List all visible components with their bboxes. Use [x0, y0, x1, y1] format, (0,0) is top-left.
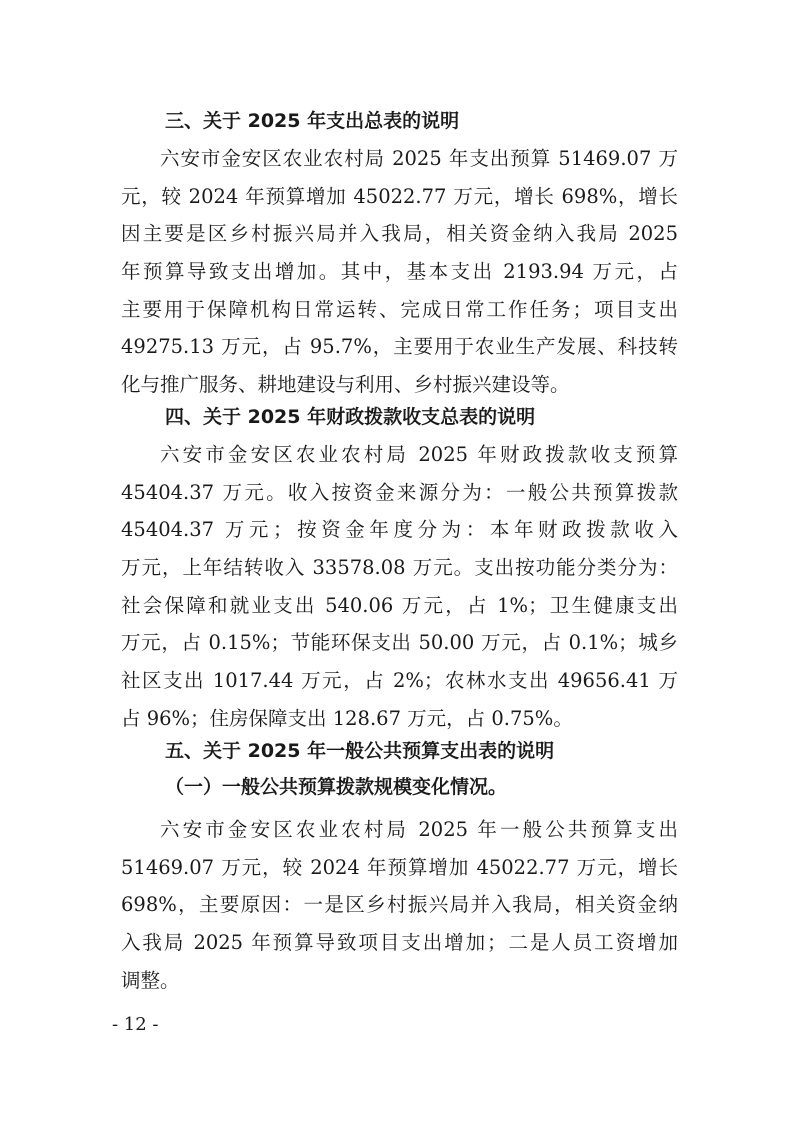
paragraph-line: 主要用于保障机构日常运转、完成日常工作任务；项目支出 — [121, 297, 678, 321]
section-4-paragraph — [121, 436, 678, 738]
paragraph-line: 51469.07 万元，较 2024 年预算增加 45022.77 万元，增长 — [121, 855, 678, 879]
paragraph-line: 698%，主要原因：一是区乡村振兴局并入我局，相关资金纳 — [121, 893, 678, 917]
paragraph-line: 入我局 2025 年预算导致项目支出增加；二是人员工资增加 — [121, 931, 678, 955]
paragraph-line: 因主要是区乡村振兴局并入我局，相关资金纳入我局 2025 — [121, 222, 678, 246]
section-4-heading: 四、关于 2025 年财政拨款收支总表的说明 — [165, 406, 536, 428]
paragraph-line: 六安市金安区农业农村局 2025 年支出预算 51469.07 万 — [160, 147, 678, 170]
paragraph-line: 万元，上年结转收入 33578.08 万元。支出按功能分类分为： — [121, 556, 678, 580]
paragraph-line: 六安市金安区农业农村局 2025 年一般公共预算支出 — [160, 818, 678, 841]
paragraph-line: 49275.13 万元，占 95.7%，主要用于农业生产发展、科技转 — [121, 335, 678, 359]
section-3-heading: 三、关于 2025 年支出总表的说明 — [165, 110, 460, 132]
paragraph-line: 元，较 2024 年预算增加 45022.77 万元，增长 698%，增长 — [121, 184, 678, 208]
paragraph-line: 调整。 — [121, 968, 180, 992]
paragraph-line: 六安市金安区农业农村局 2025 年财政拨款收支预算 — [160, 443, 678, 466]
section-5-heading: 五、关于 2025 年一般公共预算支出表的说明 — [165, 740, 555, 762]
section-3-paragraph — [121, 140, 678, 404]
paragraph-line: 化与推广服务、耕地建设与利用、乡村振兴建设等。 — [121, 373, 570, 397]
paragraph-line: 社区支出 1017.44 万元，占 2%；农林水支出 49656.41 万 — [121, 669, 678, 693]
paragraph-line: 占 96%；住房保障支出 128.67 万元，占 0.75%。 — [121, 706, 573, 730]
paragraph-line: 年预算导致支出增加。其中，基本支出 2193.94 万元，占 — [121, 260, 678, 284]
paragraph-line: 社会保障和就业支出 540.06 万元，占 1%；卫生健康支出 — [121, 593, 678, 617]
section-5-paragraph — [121, 811, 678, 999]
page-number: - 12 - — [112, 1014, 159, 1035]
section-5-subheading: （一）一般公共预算拨款规模变化情况。 — [165, 776, 508, 798]
paragraph-line: 万元，占 0.15%；节能环保支出 50.00 万元，占 0.1%；城乡 — [121, 631, 678, 655]
paragraph-line: 45404.37 万元；按资金年度分为：本年财政拨款收入 — [121, 518, 678, 542]
paragraph-line: 45404.37 万元。收入按资金来源分为：一般公共预算拨款 — [121, 480, 678, 504]
